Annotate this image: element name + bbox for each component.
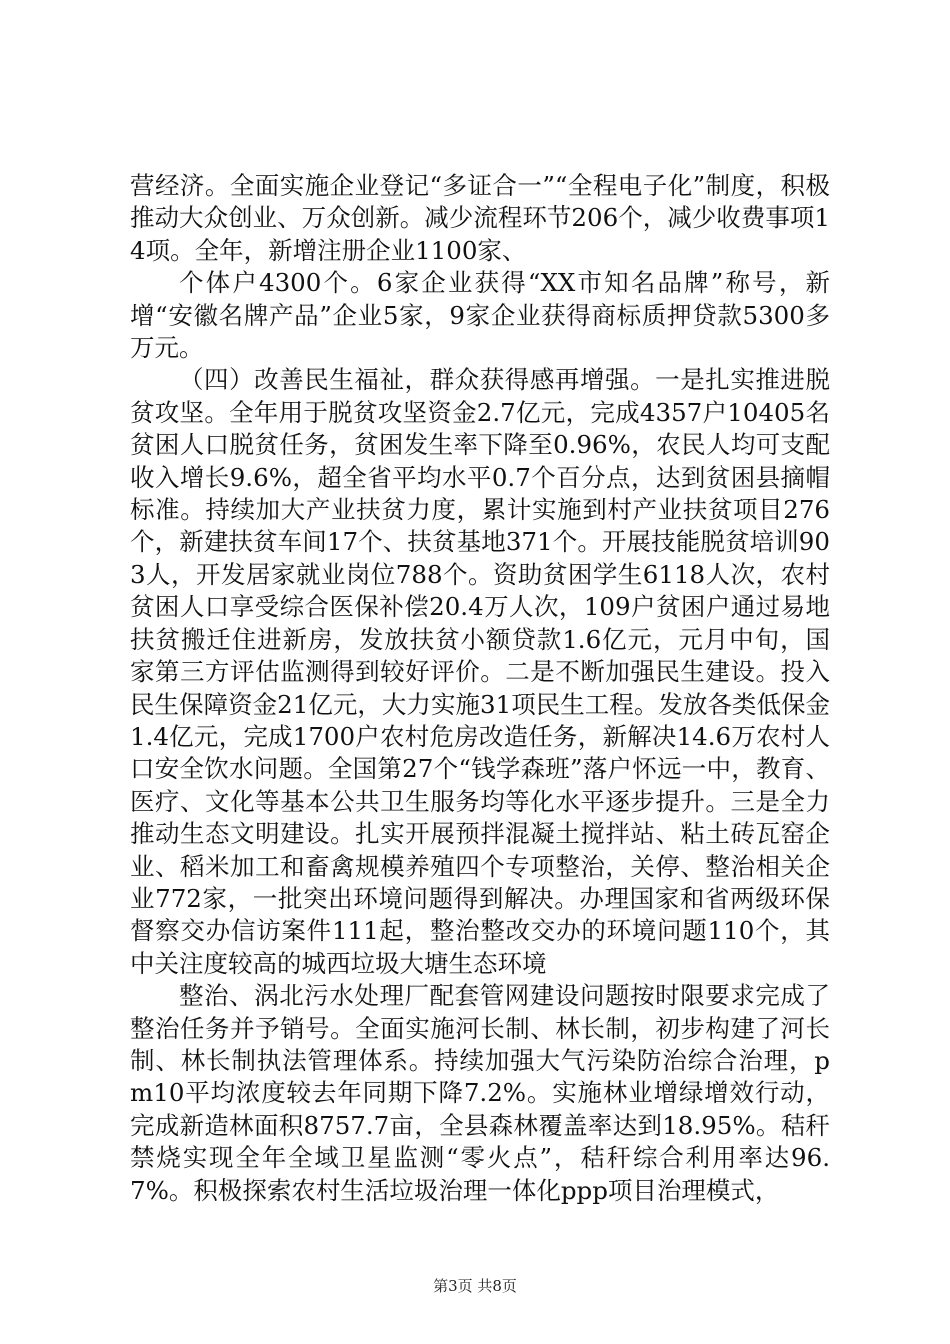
- paragraph-4: 整治、涡北污水处理厂配套管网建设问题按时限要求完成了整治任务并予销号。全面实施河长制、林长制，初步构建了河长制、林长制执法管理体系。持续加强大气污染防治综合治理，pm10平均浓度较去年同期下降7.2%。实施林业增绿增效行动，完成新造林面积8757.7亩，全县森林覆盖率达到18.95%。秸秆禁烧实现全年全域卫星监测“零火点”，秸秆综合利用率达96.7%。积极探索农村生活垃圾治理一体化ppp项目治理模式，: [130, 981, 830, 1205]
- page-footer: 第3页 共8页: [433, 1277, 517, 1295]
- paragraph-3: （四）改善民生福祉，群众获得感再增强。一是扎实推进脱贫攻坚。全年用于脱贫攻坚资金2.7亿元，完成4357户10405名贫困人口脱贫任务，贫困发生率下降至0.96%，农民人均可支配收入增长9.6%，超全省平均水平0.7个百分点，达到贫困县摘帽标准。持续加大产业扶贫力度，累计实施到村产业扶贫项目276个，新建扶贫车间17个、扶贫基地371个。开展技能脱贫培训903人，开发居家就业岗位788个。资助贫困学生6118人次，农村贫困人口享受综合医保补偿20.4万人次，109户贫困户通过易地扶贫搬迁住进新房，发放扶贫小额贷款1.6亿元，元月中旬，国家第三方评估监测得到较好评价。二是不断加强民生建设。投入民生保障资金21亿元，大力实施31项民生工程。发放各类低保金1.4亿元，完成1700户农村危房改造任务，新解决14.6万农村人口安全饮水问题。全国第27个“钱学森班”落户怀远一中，教育、医疗、文化等基本公共卫生服务均等化水平逐步提升。三是全力推动生态文明建设。扎实开展预拌混凝土搅拌站、粘土砖瓦窑企业、稻米加工和畜禽规模养殖四个专项整治，关停、整治相关企业772家，一批突出环境问题得到解决。办理国家和省两级环保督察交办信访案件111起，整治整改交办的环境问题110个，其中关注度较高的城西垃圾大塘生态环境: [130, 365, 830, 978]
- paragraph-2: 个体户4300个。6家企业获得“XX市知名品牌”称号，新增“安徽名牌产品”企业5家，9家企业获得商标质押贷款5300多万元。: [130, 268, 830, 363]
- paragraph-1: 营经济。全面实施企业登记“多证合一”“全程电子化”制度，积极推动大众创业、万众创新。减少流程环节206个，减少收费事项14项。全年，新增注册企业1100家、: [130, 171, 830, 265]
- document-body: [130, 170, 830, 1207]
